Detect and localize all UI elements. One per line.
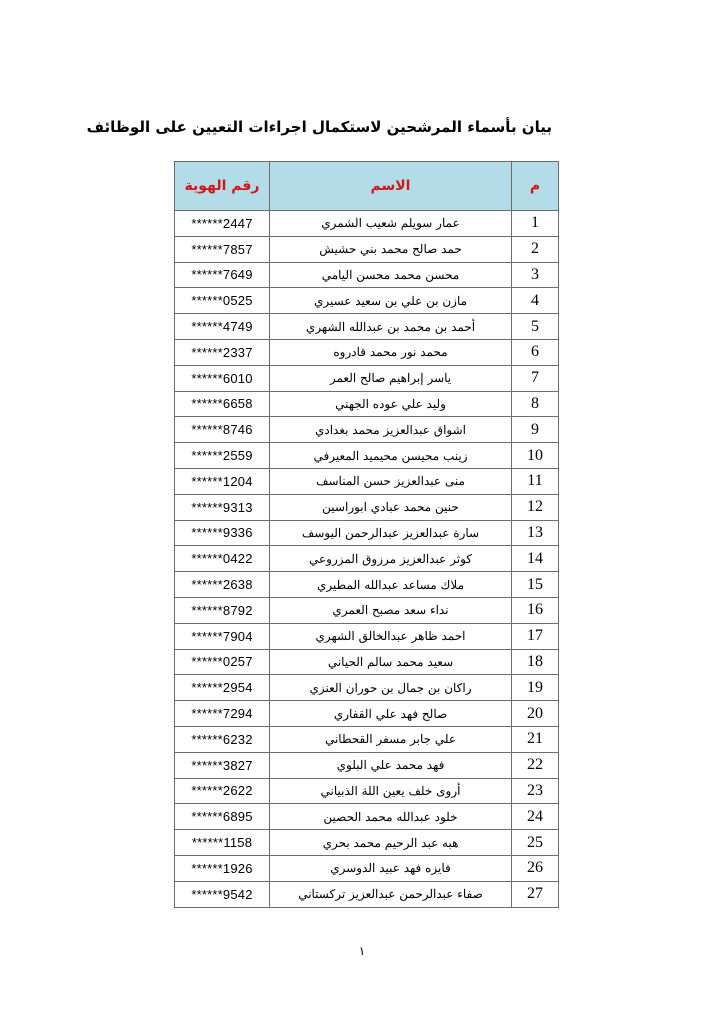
table-row bbox=[175, 752, 559, 778]
table-row bbox=[175, 262, 559, 288]
candidates-table bbox=[174, 161, 559, 908]
name-cell: فايزه فهد عبيد الدوسري bbox=[270, 855, 512, 881]
table-row bbox=[175, 443, 559, 469]
id-number-cell: ******6010 bbox=[175, 365, 270, 391]
page-number: ١ bbox=[358, 944, 366, 958]
table-row bbox=[175, 855, 559, 881]
serial-number-cell: 12 bbox=[512, 494, 559, 520]
serial-number-cell: 8 bbox=[512, 391, 559, 417]
name-cell: منى عبدالعزيز حسن المناسف bbox=[270, 468, 512, 494]
id-number-cell: ******1158 bbox=[175, 830, 270, 856]
table-row bbox=[175, 649, 559, 675]
name-cell: خلود عبدالله محمد الحصين bbox=[270, 804, 512, 830]
id-number-cell: ******8792 bbox=[175, 597, 270, 623]
table-row bbox=[175, 339, 559, 365]
name-cell: زينب محيسن محيميد المعيرفي bbox=[270, 443, 512, 469]
table-row bbox=[175, 597, 559, 623]
serial-number-cell: 9 bbox=[512, 417, 559, 443]
serial-number-cell: 5 bbox=[512, 314, 559, 340]
serial-number-cell: 21 bbox=[512, 726, 559, 752]
serial-number-cell: 1 bbox=[512, 211, 559, 237]
id-number-cell: ******7294 bbox=[175, 701, 270, 727]
name-cell: ياسر إبراهيم صالح العمر bbox=[270, 365, 512, 391]
id-number-cell: ******2622 bbox=[175, 778, 270, 804]
table-row bbox=[175, 494, 559, 520]
serial-number-cell: 22 bbox=[512, 752, 559, 778]
id-number-cell: ******2559 bbox=[175, 443, 270, 469]
name-cell: فهد محمد علي البلوي bbox=[270, 752, 512, 778]
table-row bbox=[175, 288, 559, 314]
serial-number-cell: 13 bbox=[512, 520, 559, 546]
name-cell: مازن بن علي بن سعيد عسيري bbox=[270, 288, 512, 314]
id-number-cell: ******1204 bbox=[175, 468, 270, 494]
id-number-cell: ******1926 bbox=[175, 855, 270, 881]
serial-number-cell: 20 bbox=[512, 701, 559, 727]
serial-number-cell: 7 bbox=[512, 365, 559, 391]
id-number-cell: ******2337 bbox=[175, 339, 270, 365]
serial-number-cell: 16 bbox=[512, 597, 559, 623]
table-row bbox=[175, 391, 559, 417]
table-row bbox=[175, 365, 559, 391]
table-body bbox=[175, 211, 559, 908]
header-serial-number: م bbox=[512, 162, 559, 211]
id-number-cell: ******6895 bbox=[175, 804, 270, 830]
name-cell: وليد علي عوده الجهني bbox=[270, 391, 512, 417]
serial-number-cell: 19 bbox=[512, 675, 559, 701]
id-number-cell: ******9542 bbox=[175, 881, 270, 907]
serial-number-cell: 15 bbox=[512, 572, 559, 598]
id-number-cell: ******2954 bbox=[175, 675, 270, 701]
serial-number-cell: 14 bbox=[512, 546, 559, 572]
id-number-cell: ******3827 bbox=[175, 752, 270, 778]
serial-number-cell: 3 bbox=[512, 262, 559, 288]
header-name: الاسم bbox=[270, 162, 512, 211]
id-number-cell: ******6658 bbox=[175, 391, 270, 417]
name-cell: أروى خلف يعين اللة الذبياني bbox=[270, 778, 512, 804]
serial-number-cell: 26 bbox=[512, 855, 559, 881]
name-cell: هبه عبد الرحيم محمد بحري bbox=[270, 830, 512, 856]
serial-number-cell: 10 bbox=[512, 443, 559, 469]
name-cell: محمد نور محمد قادروه bbox=[270, 339, 512, 365]
id-number-cell: ******2447 bbox=[175, 211, 270, 237]
id-number-cell: ******4749 bbox=[175, 314, 270, 340]
table-row bbox=[175, 830, 559, 856]
table-row bbox=[175, 417, 559, 443]
name-cell: حمد صالح محمد بني حشيش bbox=[270, 236, 512, 262]
name-cell: نداء سعد مصبح العمري bbox=[270, 597, 512, 623]
id-number-cell: ******9336 bbox=[175, 520, 270, 546]
id-number-cell: ******0257 bbox=[175, 649, 270, 675]
serial-number-cell: 27 bbox=[512, 881, 559, 907]
serial-number-cell: 23 bbox=[512, 778, 559, 804]
table-row bbox=[175, 701, 559, 727]
serial-number-cell: 18 bbox=[512, 649, 559, 675]
name-cell: اشواق عبدالعزيز محمد بغدادي bbox=[270, 417, 512, 443]
name-cell: حنين محمد عبادي ابوراسين bbox=[270, 494, 512, 520]
table-row bbox=[175, 314, 559, 340]
id-number-cell: ******8746 bbox=[175, 417, 270, 443]
serial-number-cell: 25 bbox=[512, 830, 559, 856]
id-number-cell: ******7857 bbox=[175, 236, 270, 262]
id-number-cell: ******0525 bbox=[175, 288, 270, 314]
name-cell: عمار سويلم شعيب الشمري bbox=[270, 211, 512, 237]
table-row bbox=[175, 881, 559, 907]
serial-number-cell: 2 bbox=[512, 236, 559, 262]
table-row bbox=[175, 804, 559, 830]
name-cell: راكان بن جمال بن حوران العنزي bbox=[270, 675, 512, 701]
id-number-cell: ******2638 bbox=[175, 572, 270, 598]
name-cell: صفاء عبدالرحمن عبدالعزيز تركستاني bbox=[270, 881, 512, 907]
table-row bbox=[175, 520, 559, 546]
id-number-cell: ******7649 bbox=[175, 262, 270, 288]
serial-number-cell: 24 bbox=[512, 804, 559, 830]
name-cell: صالح فهد علي القفاري bbox=[270, 701, 512, 727]
table-row bbox=[175, 778, 559, 804]
name-cell: أحمد بن محمد بن عبدالله الشهري bbox=[270, 314, 512, 340]
name-cell: ملاك مساعد عبدالله المطيري bbox=[270, 572, 512, 598]
table-row bbox=[175, 236, 559, 262]
name-cell: سارة عبدالعزيز عبدالرحمن اليوسف bbox=[270, 520, 512, 546]
table-row bbox=[175, 623, 559, 649]
table-row bbox=[175, 211, 559, 237]
name-cell: علي جابر مسفر القحطاني bbox=[270, 726, 512, 752]
serial-number-cell: 6 bbox=[512, 339, 559, 365]
header-id-number: رقم الهوية bbox=[175, 162, 270, 211]
name-cell: احمد ظاهر عبدالخالق الشهري bbox=[270, 623, 512, 649]
table-row bbox=[175, 546, 559, 572]
id-number-cell: ******7904 bbox=[175, 623, 270, 649]
table-row bbox=[175, 468, 559, 494]
name-cell: محسن محمد محسن اليامي bbox=[270, 262, 512, 288]
name-cell: كوثر عبدالعزيز مرزوق المزروعي bbox=[270, 546, 512, 572]
serial-number-cell: 11 bbox=[512, 468, 559, 494]
serial-number-cell: 17 bbox=[512, 623, 559, 649]
serial-number-cell: 4 bbox=[512, 288, 559, 314]
table-row bbox=[175, 675, 559, 701]
id-number-cell: ******9313 bbox=[175, 494, 270, 520]
name-cell: سعيد محمد سالم الحياني bbox=[270, 649, 512, 675]
table-header-row bbox=[175, 162, 559, 211]
id-number-cell: ******6232 bbox=[175, 726, 270, 752]
table-row bbox=[175, 726, 559, 752]
page-title: بيان بأسماء المرشحين لاستكمال اجراءات التعيين على الوظائف bbox=[86, 118, 552, 136]
table-row bbox=[175, 572, 559, 598]
id-number-cell: ******0422 bbox=[175, 546, 270, 572]
